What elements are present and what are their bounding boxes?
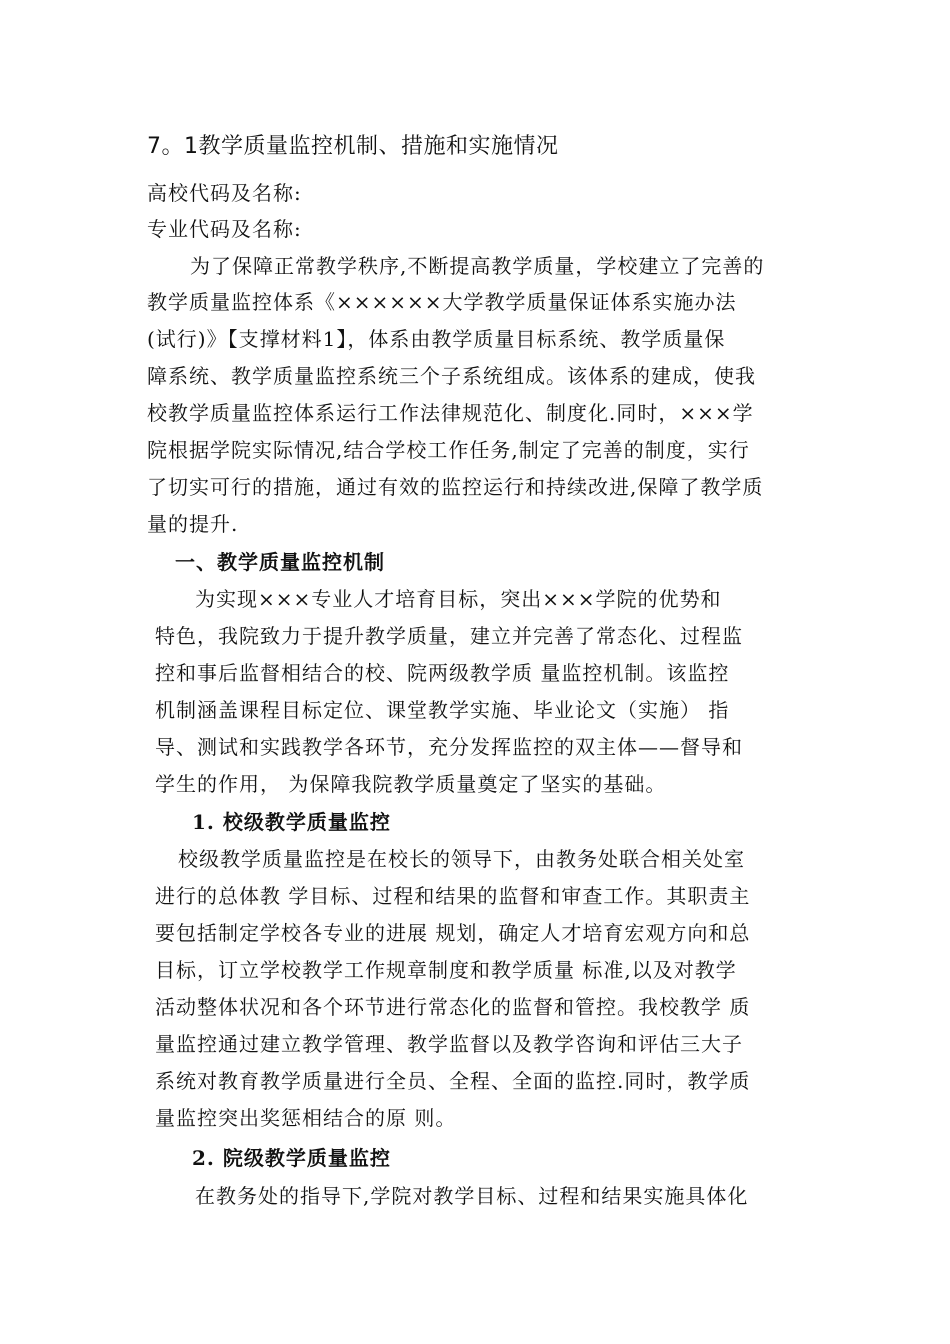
section1-line: 控和事后监督相结合的校、院两级教学质 量监控机制。该监控 xyxy=(155,661,730,685)
sub1-line: 量监控突出奖惩相结合的原 则。 xyxy=(155,1106,457,1130)
intro-line: 了切实可行的措施，通过有效的监控运行和持续改进,保障了教学质 xyxy=(147,475,764,499)
subsection-heading: 1. 校级教学质量监控 xyxy=(192,810,391,834)
section1-line: 学生的作用， 为保障我院教学质量奠定了坚实的基础。 xyxy=(155,772,667,796)
sub1-line: 进行的总体教 学目标、过程和结果的监督和审查工作。其职责主 xyxy=(155,884,751,908)
intro-line: 校教学质量监控体系运行工作法律规范化、制度化.同时，×××学 xyxy=(147,401,754,425)
section1-line: 特色，我院致力于提升教学质量，建立并完善了常态化、过程监 xyxy=(155,624,743,648)
section1-line: 为实现×××专业人才培育目标，突出×××学院的优势和 xyxy=(195,587,722,611)
intro-line: 教学质量监控体系《××××××大学教学质量保证体系实施办法 xyxy=(147,290,737,314)
intro-line: 为了保障正常教学秩序,不断提高教学质量，学校建立了完善的 xyxy=(190,254,765,278)
field-school-label: 高校代码及名称: xyxy=(147,181,302,205)
field-major-label: 专业代码及名称: xyxy=(147,217,302,241)
section1-line: 导、测试和实践教学各环节，充分发挥监控的双主体——督导和 xyxy=(155,735,743,759)
intro-line: 障系统、教学质量监控系统三个子系统组成。该体系的建成，使我 xyxy=(147,364,756,388)
sub2-line: 在教务处的指导下,学院对教学目标、过程和结果实施具体化 xyxy=(195,1184,749,1208)
sub1-line: 活动整体状况和各个环节进行常态化的监督和管控。我校教学 质 xyxy=(155,995,751,1019)
section1-line: 机制涵盖课程目标定位、课堂教学实施、毕业论文（实施） 指 xyxy=(155,698,730,722)
intro-line: (试行)》【支撑材料1】，体系由教学质量目标系统、教学质量保 xyxy=(147,327,726,351)
sub1-line: 目标，订立学校教学工作规章制度和教学质量 标准,以及对教学 xyxy=(155,958,737,982)
sub1-line: 要包括制定学校各专业的进展 规划，确定人才培育宏观方向和总 xyxy=(155,921,751,945)
section-heading: 一、教学质量监控机制 xyxy=(175,550,385,574)
intro-line: 量的提升. xyxy=(147,512,239,536)
intro-line: 院根据学院实际情况,结合学校工作任务,制定了完善的制度，实行 xyxy=(147,438,750,462)
sub1-line: 校级教学质量监控是在校长的领导下，由教务处联合相关处室 xyxy=(178,847,745,871)
subsection-heading: 2. 院级教学质量监控 xyxy=(192,1146,391,1170)
sub1-line: 系统对教育教学质量进行全员、全程、全面的监控.同时，教学质 xyxy=(155,1069,751,1093)
sub1-line: 量监控通过建立教学管理、教学监督以及教学咨询和评估三大子 xyxy=(155,1032,743,1056)
document-title: 7。1教学质量监控机制、措施和实施情况 xyxy=(147,134,559,159)
